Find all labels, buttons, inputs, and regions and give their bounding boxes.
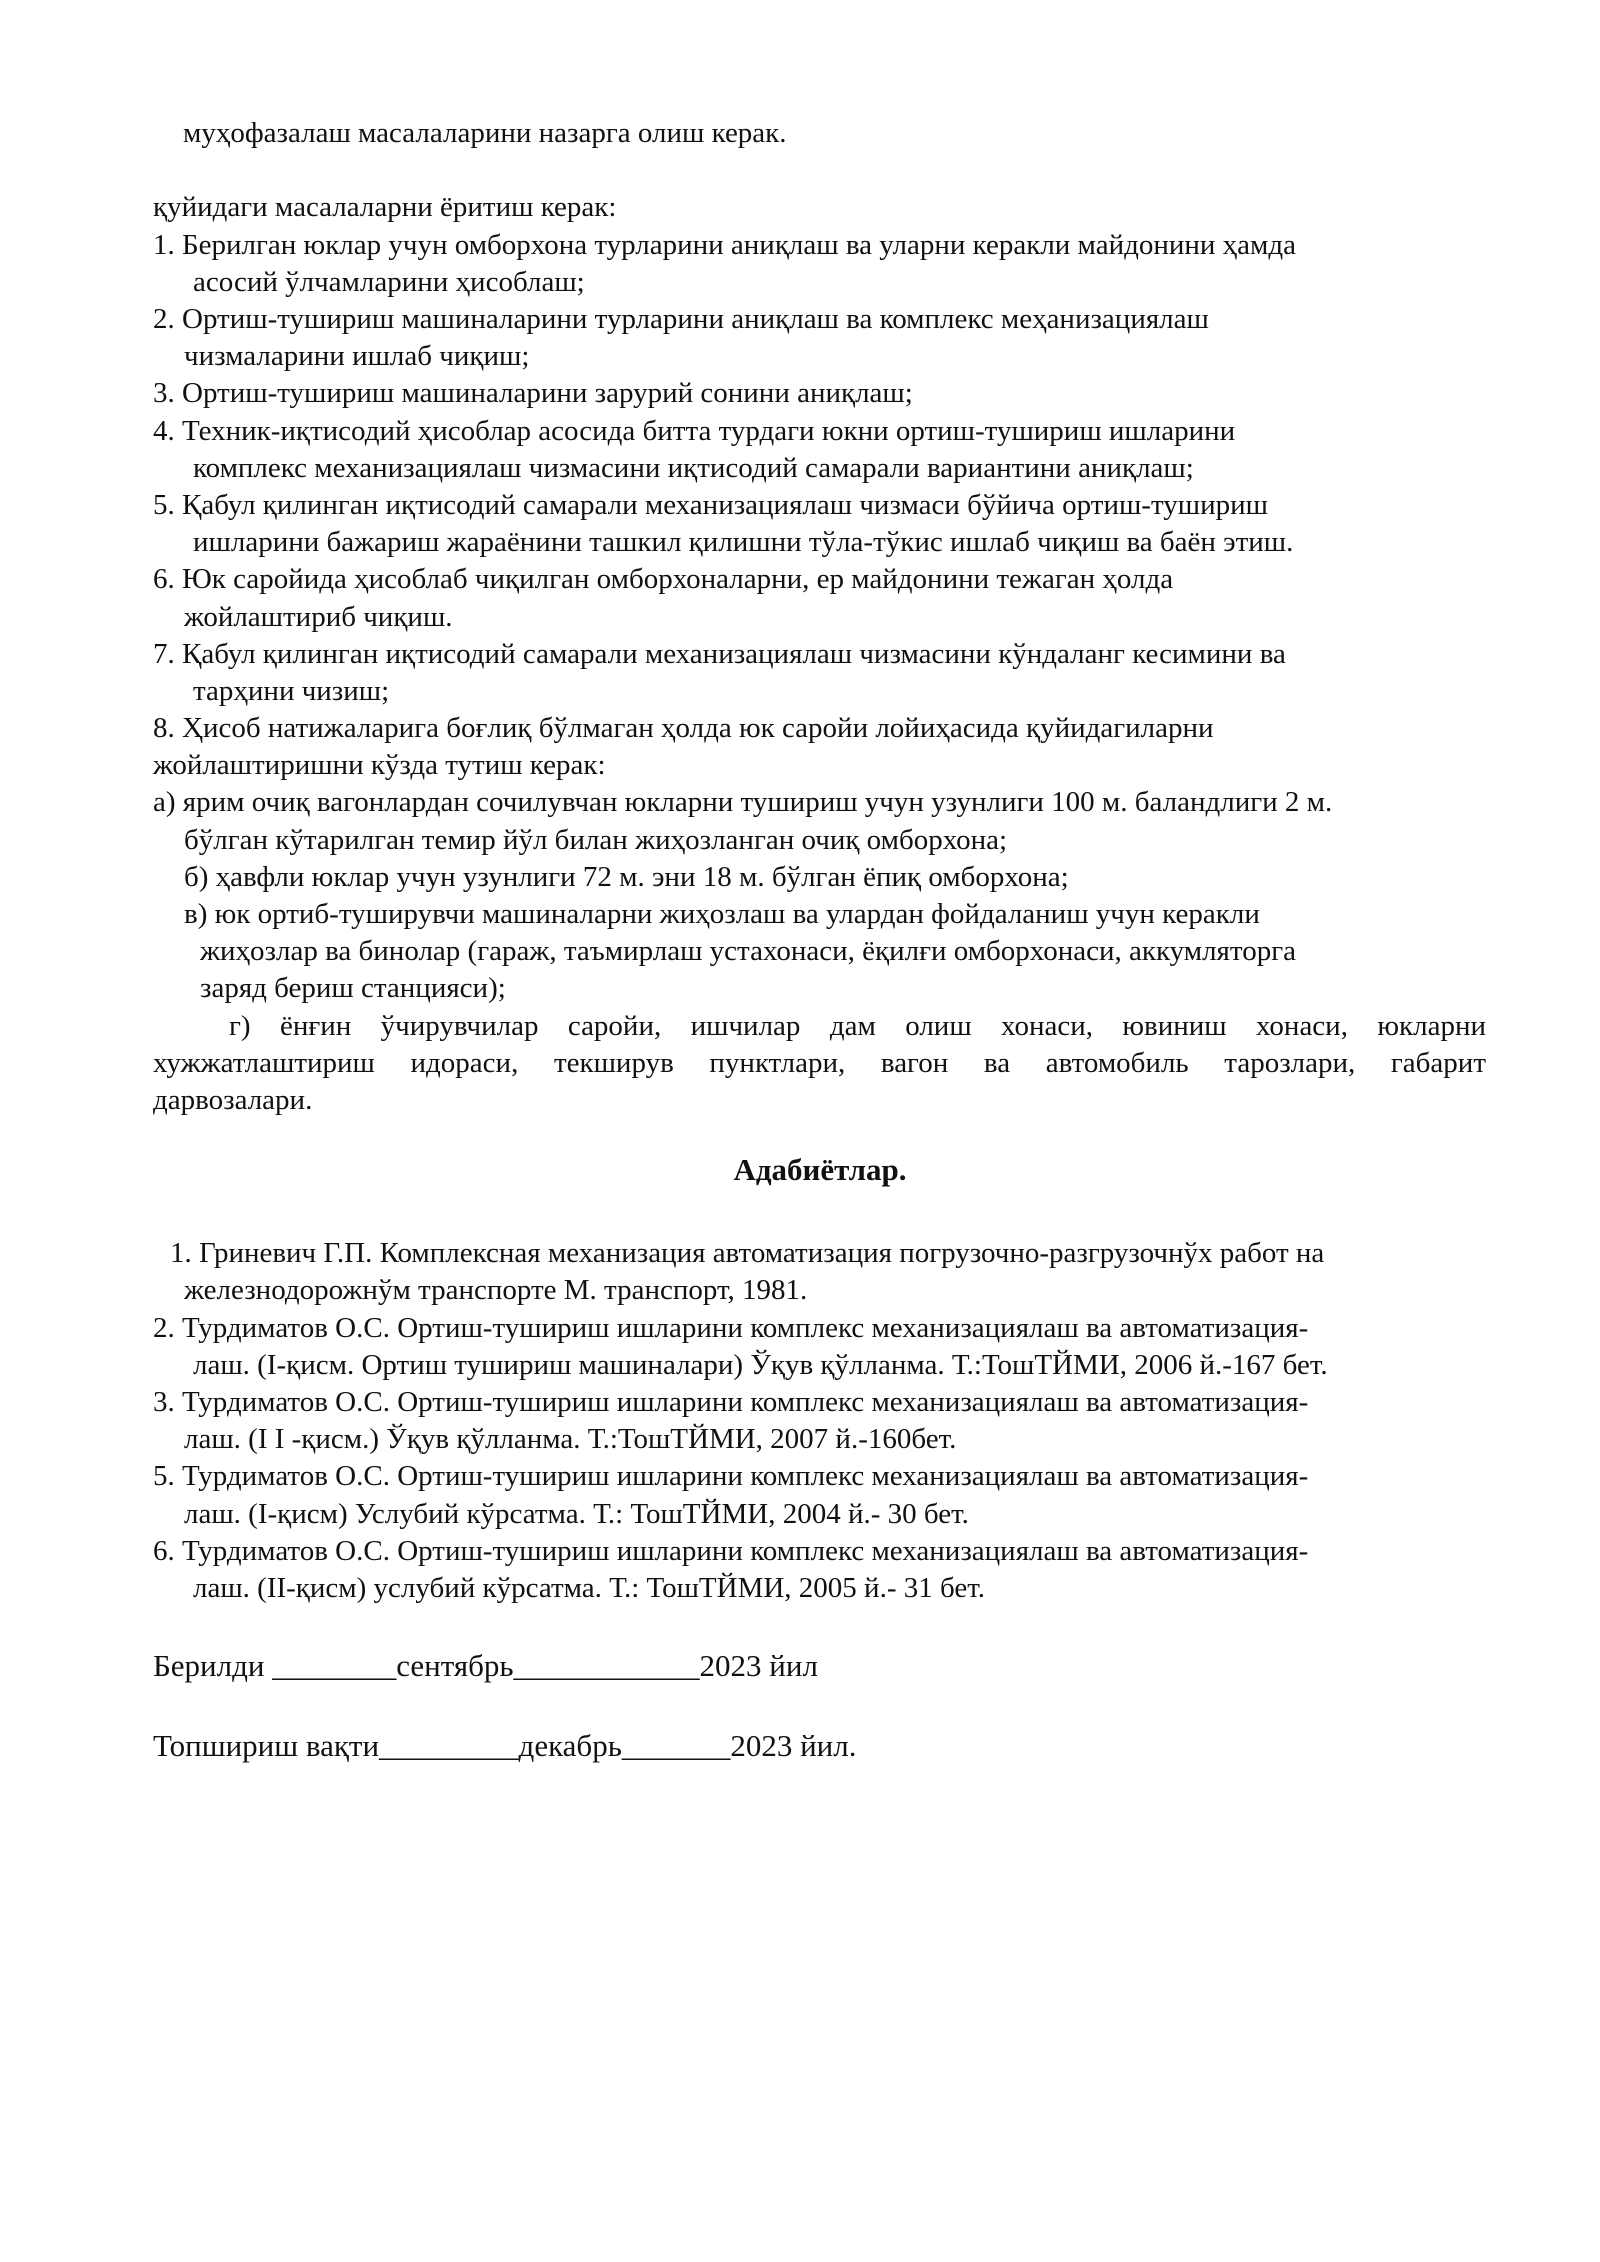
task-5-line-2: ишларини бажариш жараёнини ташкил қилишни тўла-тўкис ишлаб чиқиш ва баён этиш. (193, 526, 1294, 558)
subitem-a-line-1: а) ярим очиқ вагонлардан сочилувчан юкларни тушириш учун узунлиги 100 м. баландлиги 2 м. (153, 786, 1333, 818)
reference-1-line-1: 1. Гриневич Г.П. Комплексная механизация автоматизация погрузочно-разгрузочнўх работ на (170, 1237, 1325, 1269)
reference-2-line-2: лаш. (I-қисм. Ортиш тушириш машиналари) Ўқув қўлланма. Т.:ТошТЙМИ, 2006 й.-167 бет. (193, 1349, 1328, 1381)
task-6-line-2: жойлаштириб чиқиш. (184, 601, 453, 633)
task-4-line-1: 4. Техник-иқтисодий ҳисоблар асосида битта турдаги юкни ортиш-тушириш ишларини (153, 415, 1236, 447)
due-date-line: Топшириш вақти_________декабрь_______2023 йил. (153, 1728, 857, 1763)
task-3-line-1: 3. Ортиш-тушириш машиналарини зарурий сонини аниқлаш; (153, 377, 913, 409)
task-5-line-1: 5. Қабул қилинган иқтисодий самарали механизациялаш чизмаси бўйича ортиш-тушириш (153, 489, 1268, 521)
task-7-line-1: 7. Қабул қилинган иқтисодий самарали механизациялаш чизмасини кўндаланг кесимини ва (153, 638, 1286, 670)
task-6-line-1: 6. Юк саройида ҳисоблаб чиқилган омборхоналарни, ер майдонини тежаган ҳолда (153, 563, 1174, 595)
subitem-a-line-2: бўлган кўтарилган темир йўл билан жиҳозланган очиқ омборхона; (184, 824, 1008, 856)
task-4-line-2: комплекс механизациялаш чизмасини иқтисодий самарали вариантини аниқлаш; (193, 452, 1194, 484)
reference-2-line-1: 2. Турдиматов О.С. Ортиш-тушириш ишларини комплекс механизациялаш ва автоматизация- (153, 1312, 1309, 1344)
subitem-v-line-3: заряд бериш станцияси); (200, 972, 506, 1004)
subitem-g-line-1: г) ёнғин ўчирувчилар саройи, ишчилар дам олиш хонаси, ювиниш хонаси, юкларни (229, 1010, 1486, 1042)
reference-6-line-2: лаш. (II-қисм) услубий кўрсатма. Т.: ТошТЙМИ, 2005 й.- 31 бет. (193, 1572, 985, 1604)
subitem-v-line-2: жиҳозлар ва бинолар (гараж, таъмирлаш устахонаси, ёқилғи омборхонаси, аккумляторга (200, 935, 1296, 967)
reference-3-line-1: 3. Турдиматов О.С. Ортиш-тушириш ишларини комплекс механизациялаш ва автоматизация- (153, 1386, 1309, 1418)
reference-6-line-1: 6. Турдиматов О.С. Ортиш-тушириш ишларини комплекс механизациялаш ва автоматизация- (153, 1535, 1309, 1567)
reference-5-line-2: лаш. (I-қисм) Услубий кўрсатма. Т.: ТошТЙМИ, 2004 й.- 30 бет. (184, 1498, 969, 1530)
task-1-line-1: 1. Берилган юклар учун омборхона турларини аниқлаш ва уларни керакли майдонини ҳамда (153, 229, 1297, 261)
reference-3-line-2: лаш. (I I -қисм.) Ўқув қўлланма. Т.:ТошТЙМИ, 2007 й.-160бет. (184, 1423, 957, 1455)
references-heading: Адабиётлар. (733, 1152, 907, 1187)
intro-line: муҳофазалаш масалаларини назарга олиш керак. (183, 117, 787, 149)
task-8-line-1: 8. Ҳисоб натижаларига боғлиқ бўлмаган ҳолда юк саройи лойиҳасида қуйидагиларни (153, 712, 1214, 744)
tasks-intro: қуйидаги масалаларни ёритиш керак: (153, 191, 617, 223)
task-2-line-1: 2. Ортиш-тушириш машиналарини турларини аниқлаш ва комплекс меҳанизациялаш (153, 303, 1209, 335)
task-8-line-2: жойлаштиришни кўзда тутиш керак: (153, 749, 606, 781)
subitem-g-line-3: дарвозалари. (153, 1084, 313, 1116)
task-2-line-2: чизмаларини ишлаб чиқиш; (184, 340, 530, 372)
issued-date-line: Берилди ________сентябрь____________2023 йил (153, 1648, 818, 1683)
task-1-line-2: асосий ўлчамларини ҳисоблаш; (193, 266, 585, 298)
subitem-b: б) ҳавфли юклар учун узунлиги 72 м. эни 18 м. бўлган ёпиқ омборхона; (184, 861, 1069, 893)
reference-5-line-1: 5. Турдиматов О.С. Ортиш-тушириш ишларини комплекс механизациялаш ва автоматизация- (153, 1460, 1309, 1492)
subitem-g-line-2: хужжатлаштириш идораси, текширув пунктлари, вагон ва автомобиль тарозлари, габарит (153, 1047, 1486, 1079)
task-7-line-2: тарҳини чизиш; (193, 675, 390, 707)
reference-1-line-2: железнодорожнўм транспорте М. транспорт, 1981. (184, 1274, 808, 1306)
subitem-v-line-1: в) юк ортиб-туширувчи машиналарни жиҳозлаш ва улардан фойдаланиш учун керакли (184, 898, 1260, 930)
